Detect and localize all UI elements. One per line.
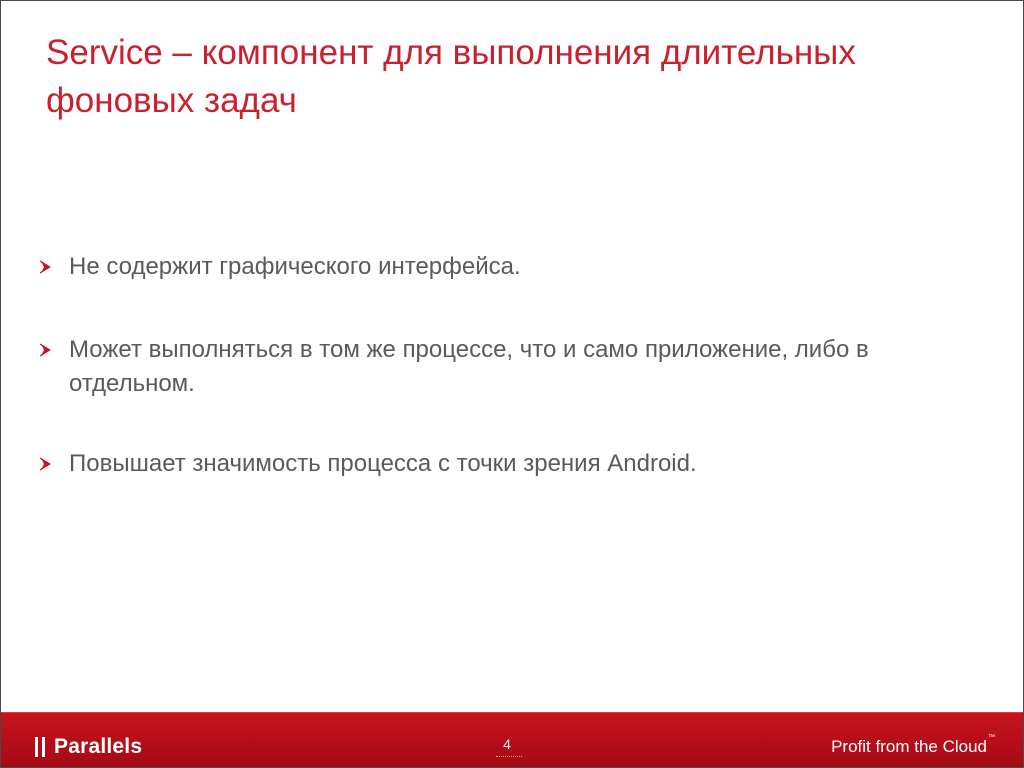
parallels-logo <box>34 733 142 761</box>
logo-text: Parallels <box>54 735 143 758</box>
bullet-item <box>39 444 959 484</box>
slide-title: Service – компонент для выполнения длительных фоновых задач <box>46 33 856 120</box>
bullet-text: Не содержит графического интерфейса. <box>69 253 521 280</box>
parallels-bars-icon <box>34 736 54 758</box>
chevron-right-icon <box>39 247 69 287</box>
bullet-item <box>39 330 959 401</box>
chevron-right-icon <box>39 444 69 484</box>
page-number: 4 <box>503 736 511 752</box>
footer-bar <box>1 712 1024 767</box>
bullet-text: Повышает значимость процесса с точки зрения Android. <box>69 450 697 477</box>
trademark-symbol: ™ <box>988 734 995 741</box>
tagline: Profit from the Cloud <box>831 737 987 756</box>
bullet-list <box>39 247 959 527</box>
page-number-underline <box>496 756 522 758</box>
chevron-right-icon <box>39 330 69 370</box>
bullet-item <box>39 247 959 287</box>
bullet-text: Может выполняться в том же процессе, что и само приложение, либо в отдельном. <box>69 336 869 397</box>
